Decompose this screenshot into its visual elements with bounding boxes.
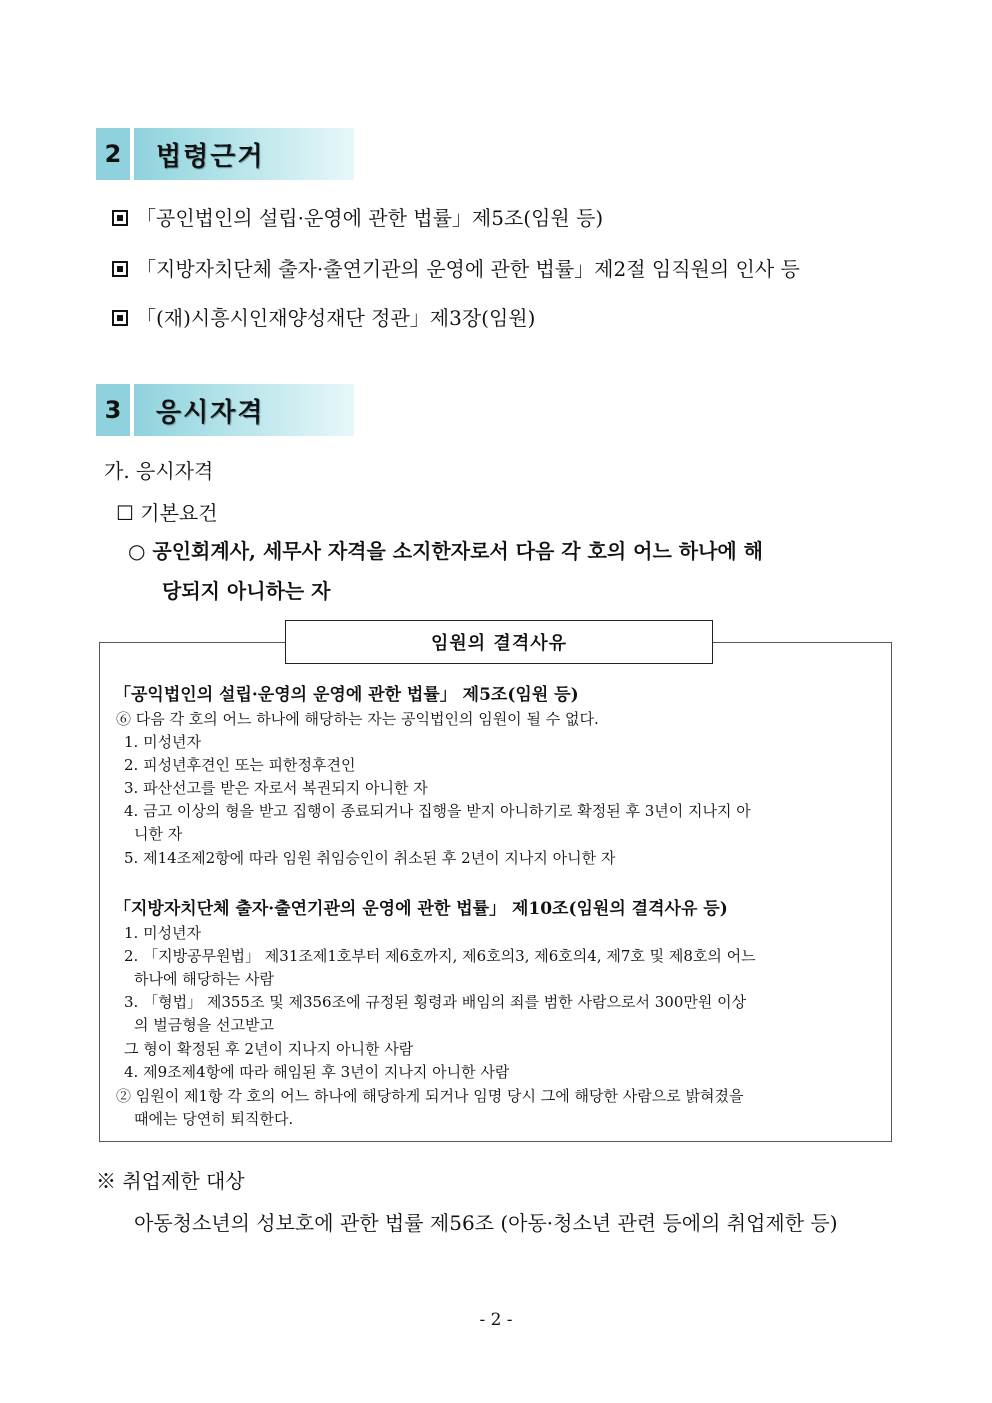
law2-item: 4. 제9조제4항에 따라 해임된 후 3년이 지나지 아니한 사람: [124, 1063, 510, 1081]
law2-item: 1. 미성년자: [124, 924, 202, 942]
law2-paragraph-2-continued: 때에는 당연히 퇴직한다.: [134, 1110, 294, 1128]
law2-title: 「지방자치단체 출자·출연기관의 운영에 관한 법률」 제10조(임원의 결격사유 등): [114, 899, 728, 919]
law2-item-continued: 그 형이 확정된 후 2년이 지나지 아니한 사람: [124, 1040, 414, 1058]
filled-square-bullet-icon: [112, 310, 128, 326]
law1-item: 1. 미성년자: [124, 733, 202, 751]
section-3-number: 3: [96, 384, 132, 436]
law2-item: 3. 「형법」 제355조 및 제356조에 규정된 횡령과 배임의 죄를 범한 사람으로서 300만원 이상: [124, 993, 747, 1011]
law-reference-1: [112, 202, 603, 231]
law1-title: 「공익법인의 설립·운영의 운영에 관한 법률」 제5조(임원 등): [114, 685, 579, 705]
law-reference-1-text: 「공인법인의 설립·운영에 관한 법률」제5조(임원 등): [136, 206, 604, 230]
law1-item: 5. 제14조제2항에 따라 임원 취임승인이 취소된 후 2년이 지나지 아니한 자: [124, 849, 616, 867]
filled-square-bullet-icon: [112, 261, 128, 277]
condition-line-2: 당되지 아니하는 자: [162, 579, 331, 603]
subsection-a: 가. 응시자격: [104, 459, 214, 483]
law-reference-2: [112, 253, 800, 282]
section-2-title: 법령근거: [134, 128, 354, 180]
law-reference-3: [112, 302, 535, 331]
employment-restriction-title: ※ 취업제한 대상: [96, 1169, 245, 1193]
law-reference-3-text: 「(재)시흥시인재양성재단 정관」제3장(임원): [136, 306, 536, 330]
law2-item-continued: 하나에 해당하는 사람: [134, 970, 274, 988]
condition-line-1: ○ 공인회계사, 세무사 자격을 소지한자로서 다음 각 호의 어느 하나에 해: [128, 539, 764, 563]
law1-item: 4. 금고 이상의 형을 받고 집행이 종료되거나 집행을 받지 아니하기로 확정된 후 3년이 지나지 아: [124, 802, 751, 820]
law2-item-continued: 의 벌금형을 선고받고: [134, 1016, 274, 1034]
law1-item: 2. 피성년후견인 또는 피한정후견인: [124, 756, 356, 774]
section-3-title: 응시자격: [134, 384, 354, 436]
law1-item-continued: 니한 자: [134, 825, 183, 843]
filled-square-bullet-icon: [112, 210, 128, 226]
law1-item: 3. 파산선고를 받은 자로서 복권되지 아니한 자: [124, 779, 428, 797]
section-2-number: 2: [96, 128, 132, 180]
basic-requirement: ☐ 기본요건: [116, 501, 218, 525]
law2-item: 2. 「지방공무원법」 제31조제1호부터 제6호까지, 제6호의3, 제6호의4, 제7호 및 제8호의 어느: [124, 947, 756, 965]
law2-paragraph-2: ② 임원이 제1항 각 호의 어느 하나에 해당하게 되거나 임명 당시 그에 해당한 사람으로 밝혀졌을: [116, 1087, 744, 1105]
page-number: - 2 -: [479, 1310, 513, 1330]
disqualification-box-title: 임원의 결격사유: [285, 620, 713, 664]
law1-intro: ⑥ 다음 각 호의 어느 하나에 해당하는 자는 공익법인의 임원이 될 수 없다.: [116, 710, 599, 728]
law-reference-2-text: 「지방자치단체 출자·출연기관의 운영에 관한 법률」제2절 임직원의 인사 등: [136, 257, 800, 281]
employment-restriction-text: 아동청소년의 성보호에 관한 법률 제56조 (아동·청소년 관련 등에의 취업제한 등): [134, 1211, 838, 1235]
